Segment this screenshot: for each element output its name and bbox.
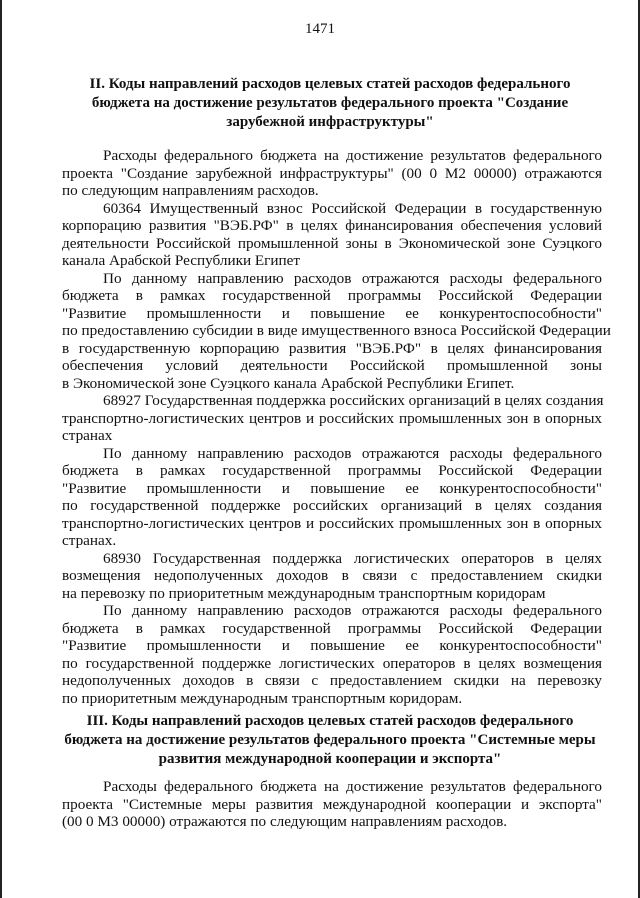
heading-line: бюджета на достижение результатов федерального проекта "Создание [91, 95, 569, 111]
text-line: 68927 Государственная поддержка российских организаций в целях создания [103, 392, 604, 409]
text-line: Расходы федерального бюджета на достижение результатов федерального [103, 147, 602, 164]
heading-line: зарубежной инфраструктуры" [226, 114, 434, 130]
text-line: 60364 Имущественный взнос Российской Федерации в государственную [103, 199, 602, 217]
heading-line: бюджета на достижение результатов федерального проекта "Системные меры [64, 732, 596, 748]
text-line: бюджета в рамках государственной программы Российской Федерации [62, 619, 602, 637]
text-line: "Развитие промышленности и повышение ее конкурентоспособности" [62, 479, 602, 497]
text-line: бюджета в рамках государственной программы Российской Федерации [62, 287, 602, 304]
text-line: "Развитие промышленности и повышение ее конкурентоспособности" [62, 304, 602, 322]
text-line: обеспечения условий деятельности Российской промышленной зоны [62, 357, 602, 374]
text-line: корпорацию развития "ВЭБ.РФ" в целях финансирования обеспечения условий [62, 217, 602, 234]
text-line: на перевозку по приоритетным международным транспортным коридорам [62, 584, 546, 602]
text-line: по предоставлению субсидии в виде имущественного взноса Российской Федерации [62, 322, 611, 339]
text-line: по следующим направлениям расходов. [62, 182, 319, 199]
text-line: По данному направлению расходов отражаются расходы федерального [103, 444, 602, 462]
heading-line: развития международной кооперации и экспорта" [158, 751, 502, 767]
text-line: транспортно-логистических центров и российских промышленных зон в опорных [62, 514, 602, 532]
text-line: по приоритетным международным транспортным коридорам. [62, 689, 463, 707]
text-line: недополученных доходов в связи с предоставлением скидки на перевозку [62, 672, 602, 689]
text-line: (00 0 М3 00000) отражаются по следующим направлениям расходов. [62, 813, 508, 830]
text-line: странах [62, 427, 113, 444]
text-line: странах. [62, 532, 117, 549]
text-line: проекта "Системные меры развития международной кооперации и экспорта" [62, 795, 602, 813]
text-line: По данному направлению расходов отражаются расходы федерального [103, 602, 602, 619]
heading-line: III. Коды направлений расходов целевых статей расходов федерального [86, 713, 574, 729]
text-line: по государственной поддержке российских организаций в целях создания [62, 497, 602, 514]
scan-edge-left [0, 0, 2, 898]
heading-line: II. Коды направлений расходов целевых статей расходов федерального [89, 76, 571, 92]
section-3-heading [60, 712, 600, 769]
text-line: в государственную корпорацию развития "ВЭБ.РФ" в целях финансирования [62, 339, 602, 357]
text-line: деятельности Российской промышленной зоны в Экономической зоне Суэцкого [62, 234, 602, 252]
text-line: проекта "Создание зарубежной инфраструктуры" (00 0 М2 00000) отражаются [62, 164, 602, 182]
text-line: канала Арабской Республики Египет [62, 252, 301, 269]
section-2-heading [60, 75, 600, 132]
text-line: по государственной поддержке логистических операторов в целях возмещения [62, 654, 602, 672]
text-line: в Экономической зоне Суэцкого канала Арабской Республики Египет. [62, 374, 515, 392]
text-line: бюджета в рамках государственной программы Российской Федерации [62, 462, 602, 479]
text-line: возмещения недополученных доходов в связи с предоставлением скидки [62, 567, 602, 584]
text-line: 68930 Государственная поддержка логистических операторов в целях [103, 549, 602, 567]
page-number: 1471 [305, 21, 335, 37]
text-line: транспортно-логистических центров и российских промышленных зон в опорных [62, 409, 602, 427]
text-line: По данному направлению расходов отражаются расходы федерального [103, 269, 602, 287]
text-line: "Развитие промышленности и повышение ее конкурентоспособности" [62, 637, 602, 654]
text-line: Расходы федерального бюджета на достижение результатов федерального [103, 778, 602, 795]
